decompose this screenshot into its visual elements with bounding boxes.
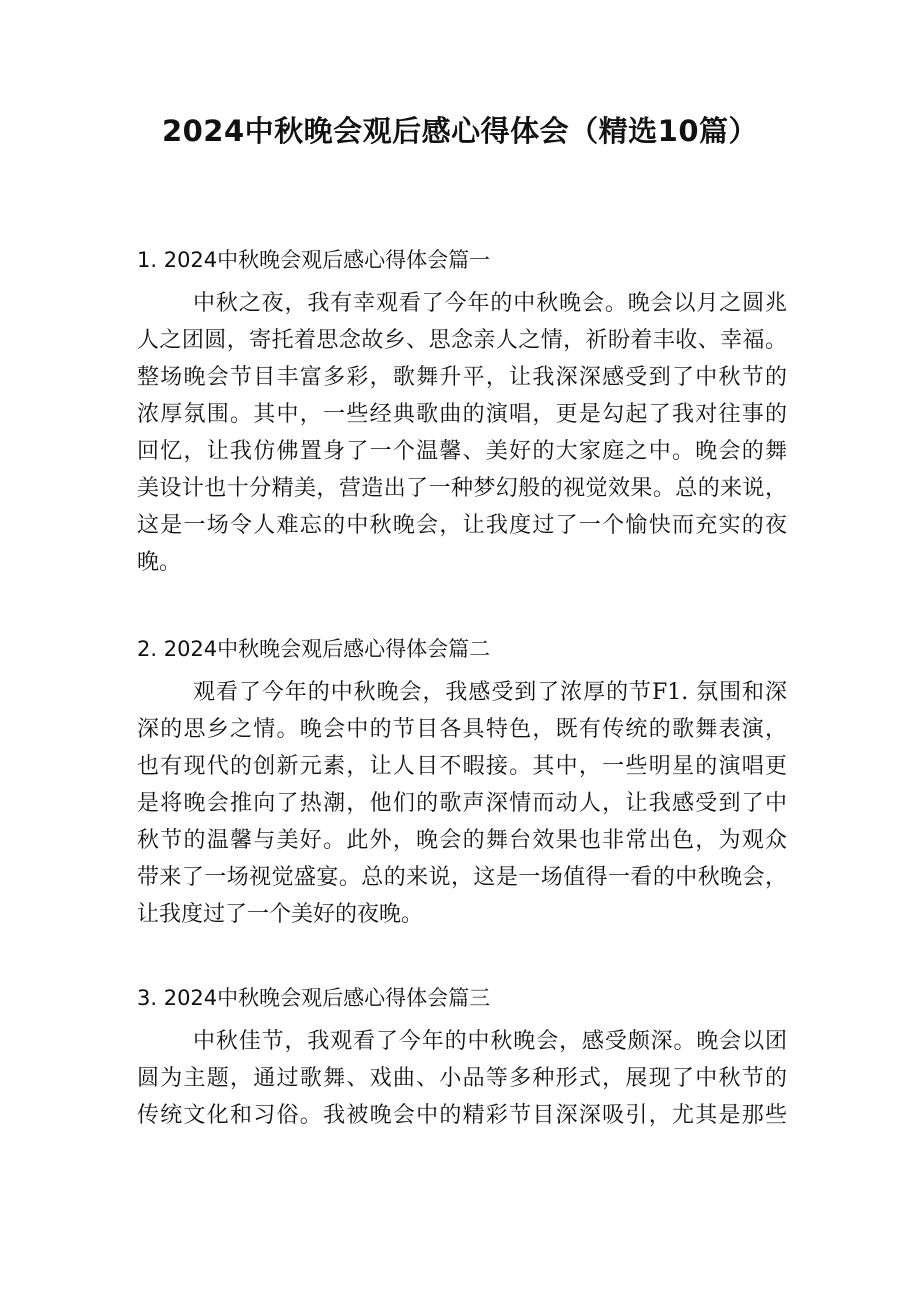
paragraph-line: 也有现代的创新元素，让人目不暇接。其中，一些明星的演唱更	[137, 754, 787, 779]
paragraph-line: 浓厚氛围。其中，一些经典歌曲的演唱，更是勾起了我对往事的	[137, 402, 787, 427]
paragraph-line: 是将晚会推向了热潮，他们的歌声深情而动人，让我感受到了中	[137, 791, 787, 816]
paragraph-line: 中秋佳节，我观看了今年的中秋晚会，感受颇深。晚会以团	[193, 1029, 787, 1054]
section-heading: 1. 2024中秋晚会观后感心得体会篇一	[137, 248, 491, 272]
paragraph-line: 美设计也十分精美，营造出了一种梦幻般的视觉效果。总的来说，	[137, 476, 787, 501]
paragraph-line: 人之团圆，寄托着思念故乡、思念亲人之情，祈盼着丰收、幸福。	[137, 328, 787, 353]
section-2	[137, 637, 787, 933]
paragraph-line: 带来了一场视觉盛宴。总的来说，这是一场值得一看的中秋晚会，	[137, 865, 787, 890]
paragraph-line: 让我度过了一个美好的夜晚。	[137, 902, 424, 927]
paragraph-line: 秋节的温馨与美好。此外，晚会的舞台效果也非常出色，为观众	[137, 828, 787, 853]
document-title: 2024中秋晚会观后感心得体会（精选10篇）	[161, 114, 759, 148]
paragraph-line: 传统文化和习俗。我被晚会中的精彩节目深深吸引，尤其是那些	[137, 1103, 787, 1128]
section-heading: 2. 2024中秋晚会观后感心得体会篇二	[137, 637, 491, 661]
paragraph-line: 回忆，让我仿佛置身了一个温馨、美好的大家庭之中。晚会的舞	[137, 439, 787, 464]
paragraph-line: 深的思乡之情。晚会中的节目各具特色，既有传统的歌舞表演，	[137, 717, 787, 742]
paragraph-line: 这是一场令人难忘的中秋晚会，让我度过了一个愉快而充实的夜	[137, 513, 787, 538]
paragraph-line: 晚。	[137, 550, 182, 575]
paragraph-line: 圆为主题，通过歌舞、戏曲、小品等多种形式，展现了中秋节的	[137, 1066, 787, 1091]
paragraph-line: 中秋之夜，我有幸观看了今年的中秋晚会。晚会以月之圆兆	[193, 291, 787, 316]
section-heading: 3. 2024中秋晚会观后感心得体会篇三	[137, 986, 491, 1010]
section-paragraph	[137, 674, 787, 933]
paragraph-line: 整场晚会节目丰富多彩，歌舞升平，让我深深感受到了中秋节的	[137, 365, 787, 390]
section-3	[137, 986, 787, 1134]
paragraph-line: 观看了今年的中秋晚会，我感受到了浓厚的节F1. 氛围和深	[193, 680, 787, 705]
section-paragraph	[137, 285, 787, 581]
section-1	[137, 248, 787, 581]
section-paragraph	[137, 1023, 787, 1134]
